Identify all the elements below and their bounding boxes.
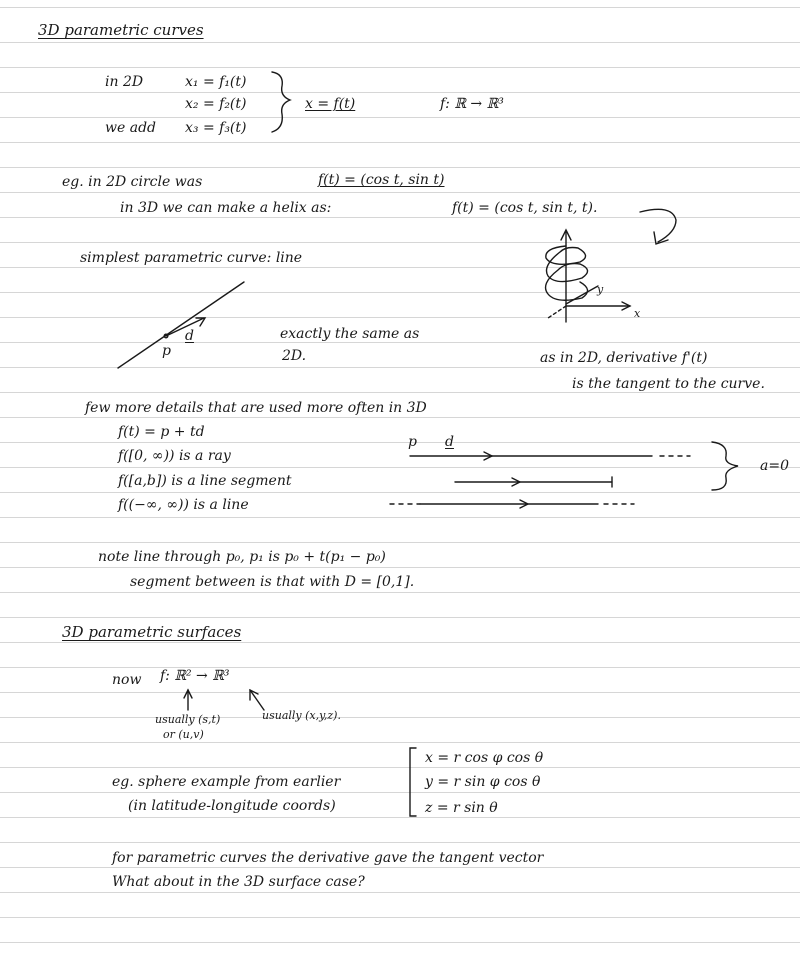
helix-pointer-arrow — [640, 209, 676, 242]
vector-form: x = f(t) — [305, 96, 356, 112]
helix-formula: f(t) = (cos t, sin t, t). — [452, 200, 598, 216]
same-as-2d-line2: 2D. — [282, 348, 307, 364]
helix-pointer-arrowhead — [654, 232, 668, 244]
derivative-note-2: is the tangent to the curve. — [572, 376, 765, 392]
sphere-x: x = r cos φ cos θ — [425, 750, 544, 766]
sphere-z: z = r sin θ — [425, 800, 498, 816]
surface-mapping: f: ℝ² → ℝ³ — [160, 668, 230, 684]
few-more-details: few more details that are used more often in 3D — [85, 400, 427, 416]
eq-x3: x₃ = f₃(t) — [185, 120, 247, 136]
brace-diagrams — [712, 442, 738, 490]
sphere-example: eg. sphere example from earlier — [112, 774, 341, 790]
helix-axis-x: x — [634, 307, 641, 320]
eg-circle-formula: f(t) = (cos t, sin t) — [318, 172, 445, 188]
simplest-curve: simplest parametric curve: line — [80, 250, 303, 266]
ray-point-p: p — [408, 434, 417, 450]
ray-vector-d: d — [445, 434, 454, 450]
heading-surfaces: 3D parametric surfaces — [62, 623, 242, 641]
brace-right-equations — [272, 72, 290, 132]
eq-x2: x₂ = f₂(t) — [185, 96, 247, 112]
mapping-r-r3: f: ℝ → ℝ³ — [440, 96, 504, 112]
note-segment: segment between is that with D = [0,1]. — [130, 574, 415, 590]
note-line-through: note line through p₀, p₁ is p₀ + t(p₁ − p₀) — [98, 549, 386, 565]
we-add-label: we add — [105, 120, 156, 136]
derivative-note-1: as in 2D, derivative f'(t) — [540, 350, 708, 366]
helix-y-axis — [566, 286, 598, 304]
usually-st: usually (s,t) — [155, 713, 221, 726]
full-line-definition: f((−∞, ∞)) is a line — [118, 497, 249, 513]
segment-definition: f([a,b]) is a line segment — [118, 473, 292, 489]
line-sketch — [118, 282, 244, 368]
line-point-p: p — [162, 343, 171, 359]
helix-dashed-ext — [548, 306, 566, 318]
sphere-y: y = r sin φ cos θ — [425, 774, 541, 790]
usually-xyz: usually (x,y,z). — [262, 709, 341, 722]
same-as-2d-line1: exactly the same as — [280, 326, 420, 342]
line-direction-arrow — [166, 318, 204, 336]
helix-axis-y: y — [597, 283, 604, 296]
sphere-coords-note: (in latitude-longitude coords) — [128, 798, 336, 814]
brace-note: a=0 — [760, 458, 789, 474]
in-2d-label: in 2D — [105, 74, 144, 90]
final-question-1: for parametric curves the derivative gave the tangent vector — [112, 850, 544, 866]
final-question-2: What about in the 3D surface case? — [112, 874, 365, 890]
helix-text: in 3D we can make a helix as: — [120, 200, 332, 216]
line-vector-d: d — [185, 328, 194, 344]
eq-x1: x₁ = f₁(t) — [185, 74, 247, 90]
now-label: now — [112, 672, 142, 688]
line-equation: f(t) = p + td — [118, 424, 205, 440]
sphere-bracket — [410, 748, 416, 816]
ray-definition: f([0, ∞)) is a ray — [118, 448, 231, 464]
or-uv: or (u,v) — [163, 728, 204, 741]
heading-curves: 3D parametric curves — [38, 21, 204, 39]
eg-circle-text: eg. in 2D circle was — [62, 174, 203, 190]
